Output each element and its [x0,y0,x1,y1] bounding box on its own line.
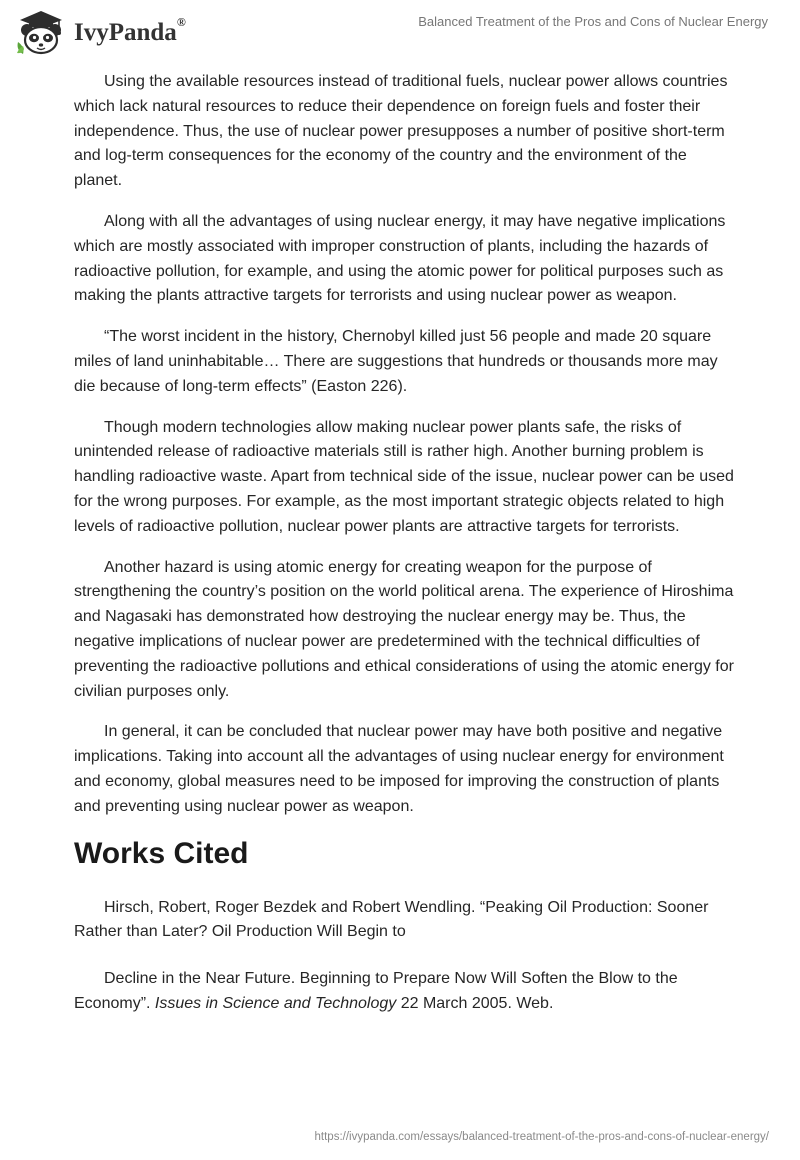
panda-logo-icon [14,8,70,56]
quote-paragraph: “The worst incident in the history, Chernobyl killed just 56 people and made 20 square miles of land uninhabitable… There are suggestions that hundreds or thousands more may die because of long-term effects” (Easton 226). [74,328,718,395]
paragraph: Using the available resources instead of traditional fuels, nuclear power allows countries which lack natural resources to reduce their dependence on foreign fuels and foster their independence. Thus, the use of nuclear power presupposes a number of positive short-term and log-term consequences for the economy of the country and the environment of the planet. [74,73,728,190]
logo-name: IvyPanda [74,19,177,46]
paragraph: Along with all the advantages of using nuclear energy, it may have negative implications which are mostly associated with improper construction of plants, including the hazards of radioactive pollution, for example, and using the atomic power for political purposes such as making the plants attractive targets for terrorists and using nuclear power as weapon. [74,212,726,305]
citation-entry [74,967,734,1017]
document-title: Balanced Treatment of the Pros and Cons of Nuclear Energy [418,14,768,29]
essay-body [74,70,734,1033]
paragraph: Another hazard is using atomic energy for creating weapon for the purpose of strengthening the country’s position on the world political arena. The experience of Hiroshima and Nagasaki has demonstrated how destroying the nuclear energy may be. Thus, the negative implications of nuclear power are predetermined with the technical difficulties of preventing the radioactive pollutions and ethical considerations of using the atomic energy for civilian purposes only. [74,558,734,700]
registered-mark: ® [176,15,186,29]
citation-journal: Issues in Science and Technology [154,994,397,1012]
paragraph: In general, it can be concluded that nuclear power may have both positive and negative implications. Taking into account all the advantages of using nuclear energy for environment and economy, global measures need to be imposed for improving the construction of plants and preventing using nuclear power as weapon. [74,723,724,815]
source-url-link[interactable]: https://ivypanda.com/essays/balanced-treatment-of-the-pros-and-cons-of-nuclear-energy/ [314,1131,769,1143]
citation-entry: Hirsch, Robert, Roger Bezdek and Robert Wendling. “Peaking Oil Production: Sooner Rather than Later? Oil Production Will Begin to [74,898,709,941]
logo[interactable] [14,8,186,56]
citation-text: Decline in the Near Future. Beginning to Prepare Now Will Soften the Blow to the Economy”. [74,970,678,1012]
citation-date: 22 March 2005. Web. [396,994,554,1012]
works-cited-heading: Works Cited [74,836,249,870]
page-header [0,0,800,60]
paragraph: Though modern technologies allow making nuclear power plants safe, the risks of unintended release of radioactive materials still is rather high. Another burning problem is handling radioactive waste. Apart from technical side of the issue, nuclear power can be used for the wrong purposes. For example, as the most important strategic objects related to high levels of radioactive pollution, nuclear power plants are attractive targets for terrorists. [74,418,734,535]
logo-text [74,15,186,47]
